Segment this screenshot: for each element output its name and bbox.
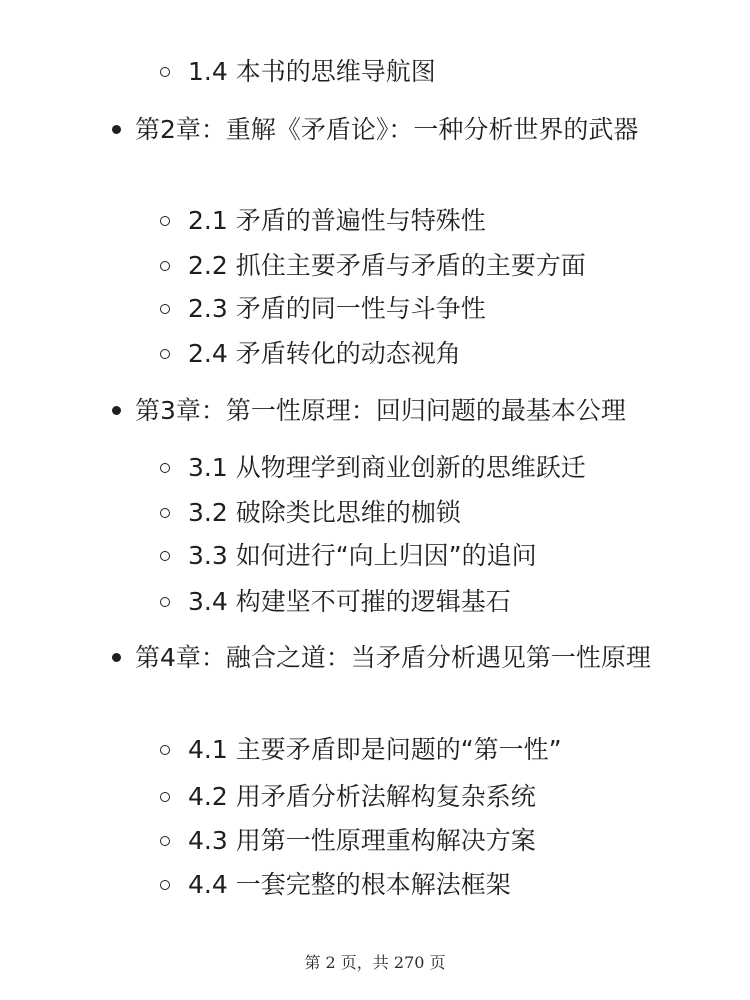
hollow-bullet-icon: [160, 880, 170, 890]
hollow-bullet-icon: [160, 551, 170, 561]
filled-bullet-icon: [112, 406, 121, 415]
toc-section-label: 3.2 破除类比思维的枷锁: [188, 498, 461, 527]
toc-chapter-3[interactable]: [112, 389, 672, 433]
toc-section-label: 4.3 用第一性原理重构解决方案: [188, 826, 536, 855]
hollow-bullet-icon: [160, 304, 170, 314]
hollow-bullet-icon: [160, 792, 170, 802]
hollow-bullet-icon: [160, 216, 170, 226]
toc-chapter-2[interactable]: [112, 108, 672, 152]
hollow-bullet-icon: [160, 508, 170, 518]
toc-section-label: 2.2 抓住主要矛盾与矛盾的主要方面: [188, 251, 586, 280]
page-number-footer: 第 2 页，共 270 页: [304, 953, 446, 972]
toc-section-label: 4.4 一套完整的根本解法框架: [188, 870, 511, 899]
toc-chapter-label: 第3章：第一性原理：回归问题的最基本公理: [135, 396, 626, 425]
toc-chapter-label: 第4章：融合之道：当矛盾分析遇见第一性原理: [135, 643, 651, 672]
toc-section-label: 4.1 主要矛盾即是问题的“第一性”: [188, 735, 562, 764]
hollow-bullet-icon: [160, 349, 170, 359]
toc-section-label: 2.1 矛盾的普遍性与特殊性: [188, 206, 486, 235]
hollow-bullet-icon: [160, 67, 170, 77]
filled-bullet-icon: [112, 653, 121, 662]
filled-bullet-icon: [112, 125, 121, 134]
toc-section-label: 1.4 本书的思维导航图: [188, 57, 436, 86]
hollow-bullet-icon: [160, 463, 170, 473]
hollow-bullet-icon: [160, 597, 170, 607]
hollow-bullet-icon: [160, 261, 170, 271]
toc-chapter-label: 第2章：重解《矛盾论》：一种分析世界的武器: [135, 115, 639, 144]
toc-section-label: 2.4 矛盾转化的动态视角: [188, 339, 461, 368]
toc-section-label: 3.4 构建坚不可摧的逻辑基石: [188, 587, 511, 616]
toc-section-label: 2.3 矛盾的同一性与斗争性: [188, 294, 486, 323]
hollow-bullet-icon: [160, 745, 170, 755]
toc-section-label: 3.1 从物理学到商业创新的思维跃迁: [188, 453, 586, 482]
toc-section-label: 4.2 用矛盾分析法解构复杂系统: [188, 782, 536, 811]
hollow-bullet-icon: [160, 836, 170, 846]
toc-chapter-4[interactable]: [112, 636, 672, 680]
toc-section-label: 3.3 如何进行“向上归因”的追问: [188, 541, 537, 570]
